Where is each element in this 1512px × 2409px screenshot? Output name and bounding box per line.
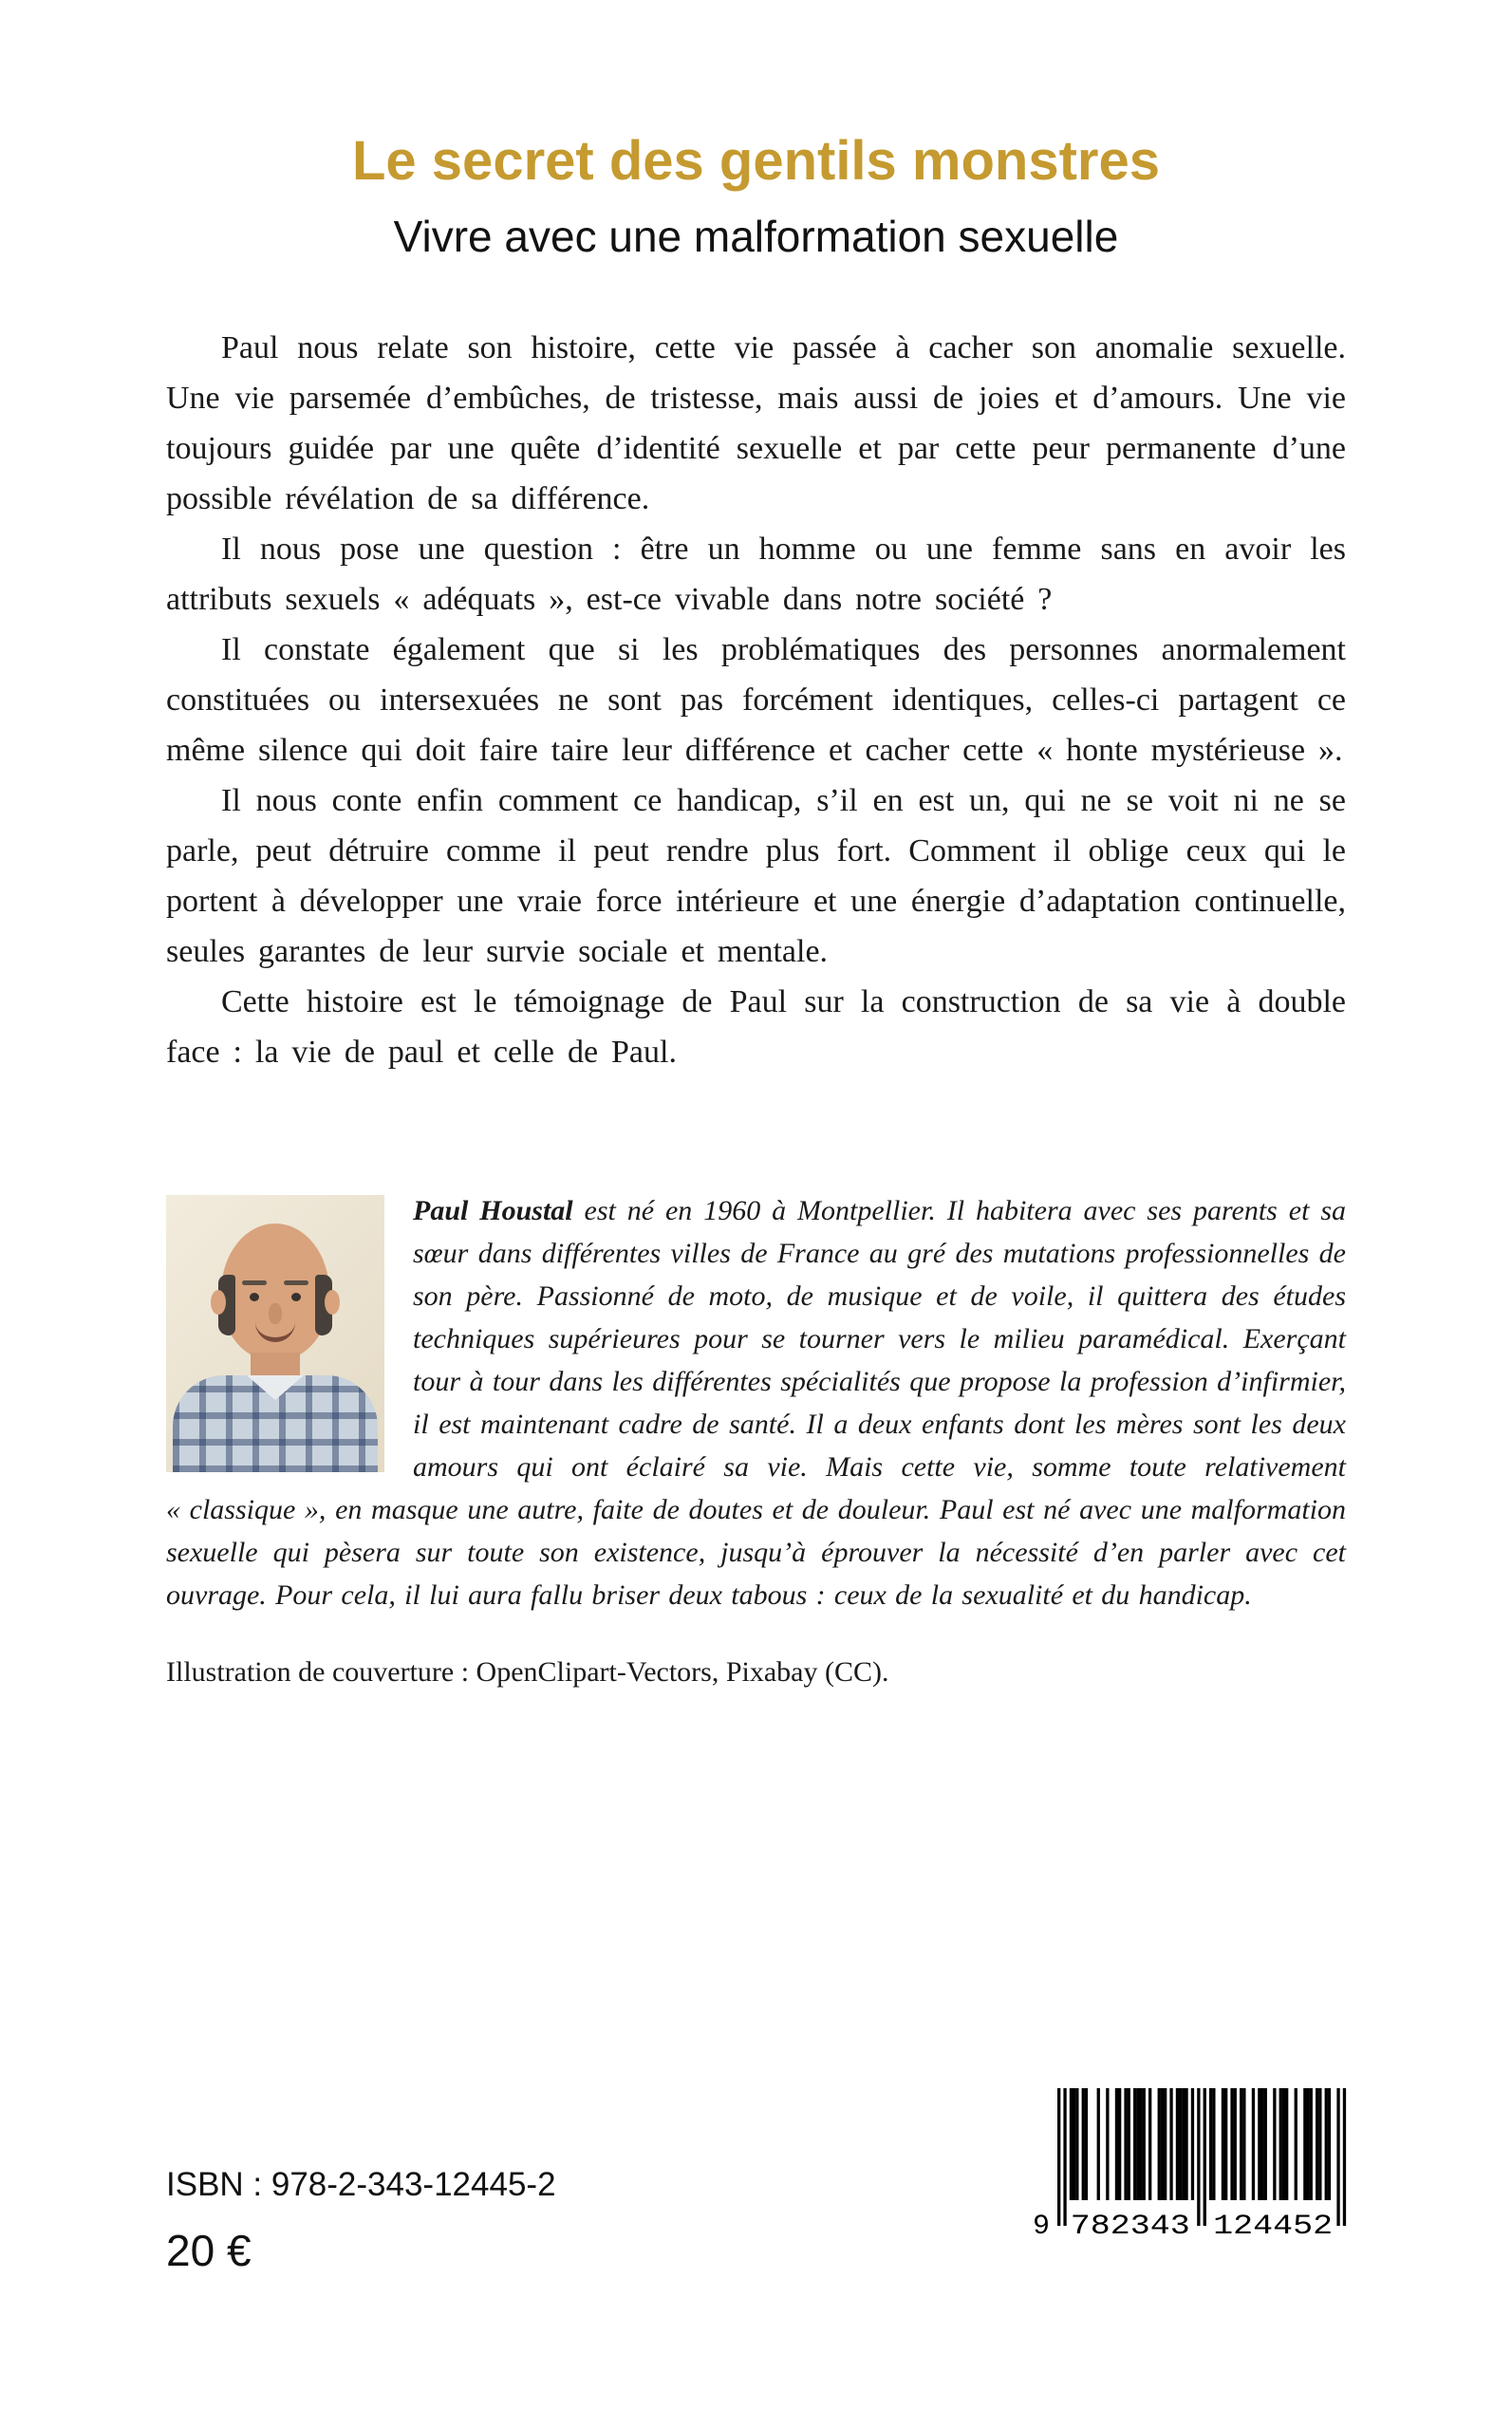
photo-ear: [211, 1290, 226, 1315]
ean13-barcode: [1033, 2088, 1350, 2238]
photo-brow: [242, 1280, 267, 1285]
illustration-credit: Illustration de couverture : OpenClipart-Vectors, Pixabay (CC).: [166, 1656, 889, 1688]
svg-text:124452: 124452: [1213, 2211, 1334, 2238]
synopsis-paragraph: Il constate également que si les problématiques des personnes anormalement constituées ou intersexuées ne sont pas forcément identiques, celles-ci partagent ce même silence qui doit faire taire leur différence et cacher cette « honte mystérieuse ».: [166, 632, 1346, 768]
synopsis-paragraph: Il nous conte enfin comment ce handicap, s’il en est un, qui ne se voit ni ne se parle, peut détruire comme il peut rendre plus fort. Comment il oblige ceux qui le portent à développer une vraie force intérieure et une énergie d’adaptation continuelle, seules garantes de leur survie sociale et mentale.: [166, 783, 1346, 969]
photo-eye: [291, 1293, 301, 1301]
photo-mouth: [255, 1322, 295, 1342]
book-title: Le secret des gentils monstres: [352, 130, 1160, 192]
author-bio: [166, 1189, 1346, 1616]
author-photo: [166, 1195, 384, 1472]
photo-plaid-shirt: [173, 1375, 378, 1472]
photo-ear: [325, 1290, 340, 1315]
barcode-bars: [1033, 2088, 1350, 2238]
svg-text:9: 9: [1033, 2211, 1051, 2238]
book-subtitle: Vivre avec une malformation sexuelle: [393, 212, 1119, 261]
synopsis-paragraph: Il nous pose une question : être un homme ou une femme sans en avoir les attributs sexuels « adéquats », est-ce vivable dans notre société ?: [166, 532, 1346, 617]
svg-text:782343: 782343: [1070, 2211, 1190, 2238]
photo-head: [221, 1223, 329, 1360]
author-name: Paul Houstal: [413, 1195, 573, 1226]
photo-nose: [269, 1303, 282, 1324]
synopsis: [166, 323, 1346, 1077]
price-text: 20 €: [166, 2226, 252, 2275]
isbn-text: ISBN : 978-2-343-12445-2: [166, 2166, 556, 2203]
photo-collar: [247, 1375, 304, 1400]
synopsis-paragraph: Paul nous relate son histoire, cette vie passée à cacher son anomalie sexuelle. Une vie parsemée d’embûches, de tristesse, mais aussi de joies et d’amours. Une vie toujours guidée par une quête d’identité sexuelle et par cette peur permanente d’une possible révélation de sa différence.: [166, 330, 1346, 516]
photo-eye: [250, 1293, 259, 1301]
bio-text: est né en 1960 à Montpellier. Il habitera avec ses parents et sa sœur dans différentes villes de France au gré des mutations professionnelles de son père. Passionné de moto, de musique et de voile, il quittera des études techniques supérieures pour se tourner vers le milieu paramédical. Exerçant tour à tour dans les différentes spécialités que propose la profession d’infirmier, il est maintenant cadre de santé. Il a deux enfants dont les mères sont les deux amours qui ont éclairé sa vie. Mais cette vie, somme toute relativement « classique », en masque une autre, faite de doutes et de douleur. Paul est né avec une malformation sexuelle qui pèsera sur toute son existence, jusqu’à éprouver la nécessité d’en parler avec cet ouvrage. Pour cela, il lui aura fallu briser deux tabous : ceux de la sexualité et du handicap.: [166, 1195, 1346, 1611]
synopsis-paragraph: Cette histoire est le témoignage de Paul sur la construction de sa vie à double face : la vie de paul et celle de Paul.: [166, 984, 1346, 1070]
photo-brow: [284, 1280, 308, 1285]
